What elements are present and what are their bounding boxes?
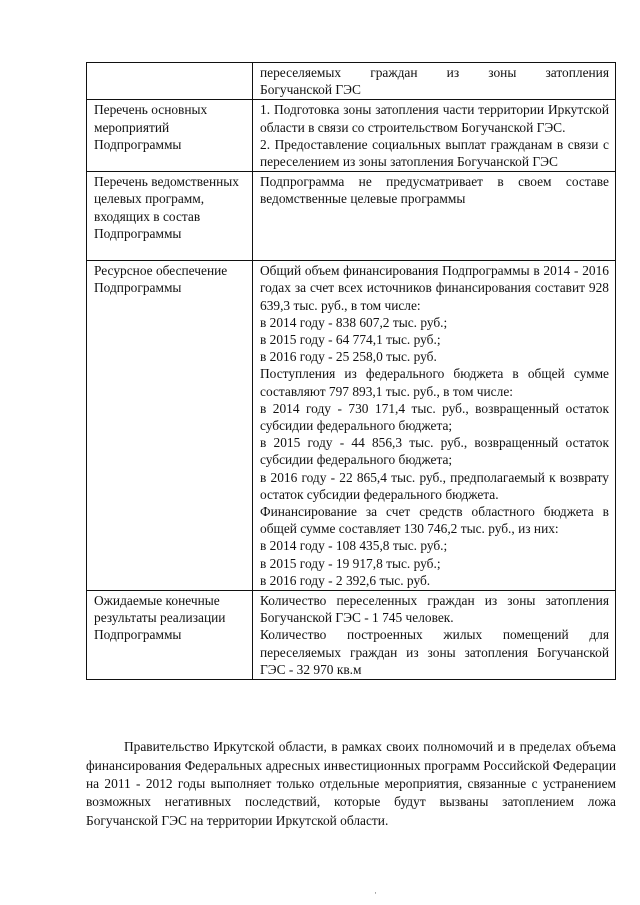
value-line: в 2014 году - 108 435,8 тыс. руб.;	[260, 538, 448, 554]
row-value	[253, 63, 616, 100]
body-paragraph: Правительство Иркутской области, в рамках своих полномочий и в пределах объема финансирования Федеральных адресных инвестиционных программ Российской Федерации на 2011 - 2012 годы выполняет только отдельные мероприятия, связанные с устранением возможных негативных последствий, которые будут вызваны затоплением ложа Богучанской ГЭС на территории Иркутской области.	[86, 739, 616, 828]
table-row-continuation	[87, 63, 616, 100]
row-value	[253, 261, 616, 591]
value-line: Количество построенных жилых помещений для переселяемых граждан из зоны затопления Богучанской ГЭС - 32 970 кв.м	[260, 627, 609, 677]
row-label: Перечень ведомственных целевых программ, входящих в состав Подпрограммы	[87, 172, 253, 261]
table-row-expected-results	[87, 591, 616, 680]
value-line: 1. Подготовка зоны затопления части территории Иркутской области в связи со строительством Богучанской ГЭС.	[260, 102, 609, 135]
row-label: Перечень основных мероприятий Подпрограммы	[87, 100, 253, 172]
row-value	[253, 100, 616, 172]
value-line: в 2016 году - 25 258,0 тыс. руб.	[260, 349, 437, 365]
table-row-main-activities	[87, 100, 616, 172]
value-line: переселяемых граждан из зоны затопления	[260, 65, 609, 80]
value-line: Богучанской ГЭС	[260, 82, 361, 98]
value-line: Финансирование за счет средств областного бюджета в общей сумме составляет 130 746,2 тыс. руб., из них:	[260, 504, 609, 537]
row-value	[253, 591, 616, 680]
value-line: в 2014 году - 730 171,4 тыс. руб., возвращенный остаток субсидии федерального бюджета;	[260, 400, 609, 434]
row-label: Ресурсное обеспечение Подпрограммы	[87, 261, 253, 591]
scan-speck: ·	[374, 888, 377, 898]
row-label: Ожидаемые конечные результаты реализации Подпрограммы	[87, 591, 253, 680]
table-row-resource-provision	[87, 261, 616, 591]
value-line: Подпрограмма не предусматривает в своем составе ведомственные целевые программы	[260, 174, 609, 207]
value-line: 2. Предоставление социальных выплат гражданам в связи с переселением из зоны затопления Богучанской ГЭС	[260, 136, 609, 170]
value-line: в 2015 году - 44 856,3 тыс. руб., возвращенный остаток субсидии федерального бюджета;	[260, 435, 609, 468]
value-line: в 2015 году - 64 774,1 тыс. руб.;	[260, 332, 441, 348]
subprogram-passport-table	[86, 62, 616, 680]
value-line: в 2014 году - 838 607,2 тыс. руб.;	[260, 314, 448, 330]
value-line: Общий объем финансирования Подпрограммы в 2014 - 2016 годах за счет всех источников финансирования составит 928 639,3 тыс. руб., в том числе:	[260, 263, 609, 313]
value-line: Количество переселенных граждан из зоны затопления Богучанской ГЭС - 1 745 человек.	[260, 593, 609, 626]
row-value	[253, 172, 616, 261]
table-row-departmental-programs	[87, 172, 616, 261]
value-line: в 2015 году - 19 917,8 тыс. руб.;	[260, 555, 441, 571]
value-line: Поступления из федерального бюджета в общей сумме составляют 797 893,1 тыс. руб., в том числе:	[260, 366, 609, 399]
row-label	[87, 63, 253, 100]
value-line: в 2016 году - 22 865,4 тыс. руб., предполагаемый к возврату остаток субсидии федерального бюджета.	[260, 469, 609, 502]
value-line: в 2016 году - 2 392,6 тыс. руб.	[260, 572, 431, 588]
